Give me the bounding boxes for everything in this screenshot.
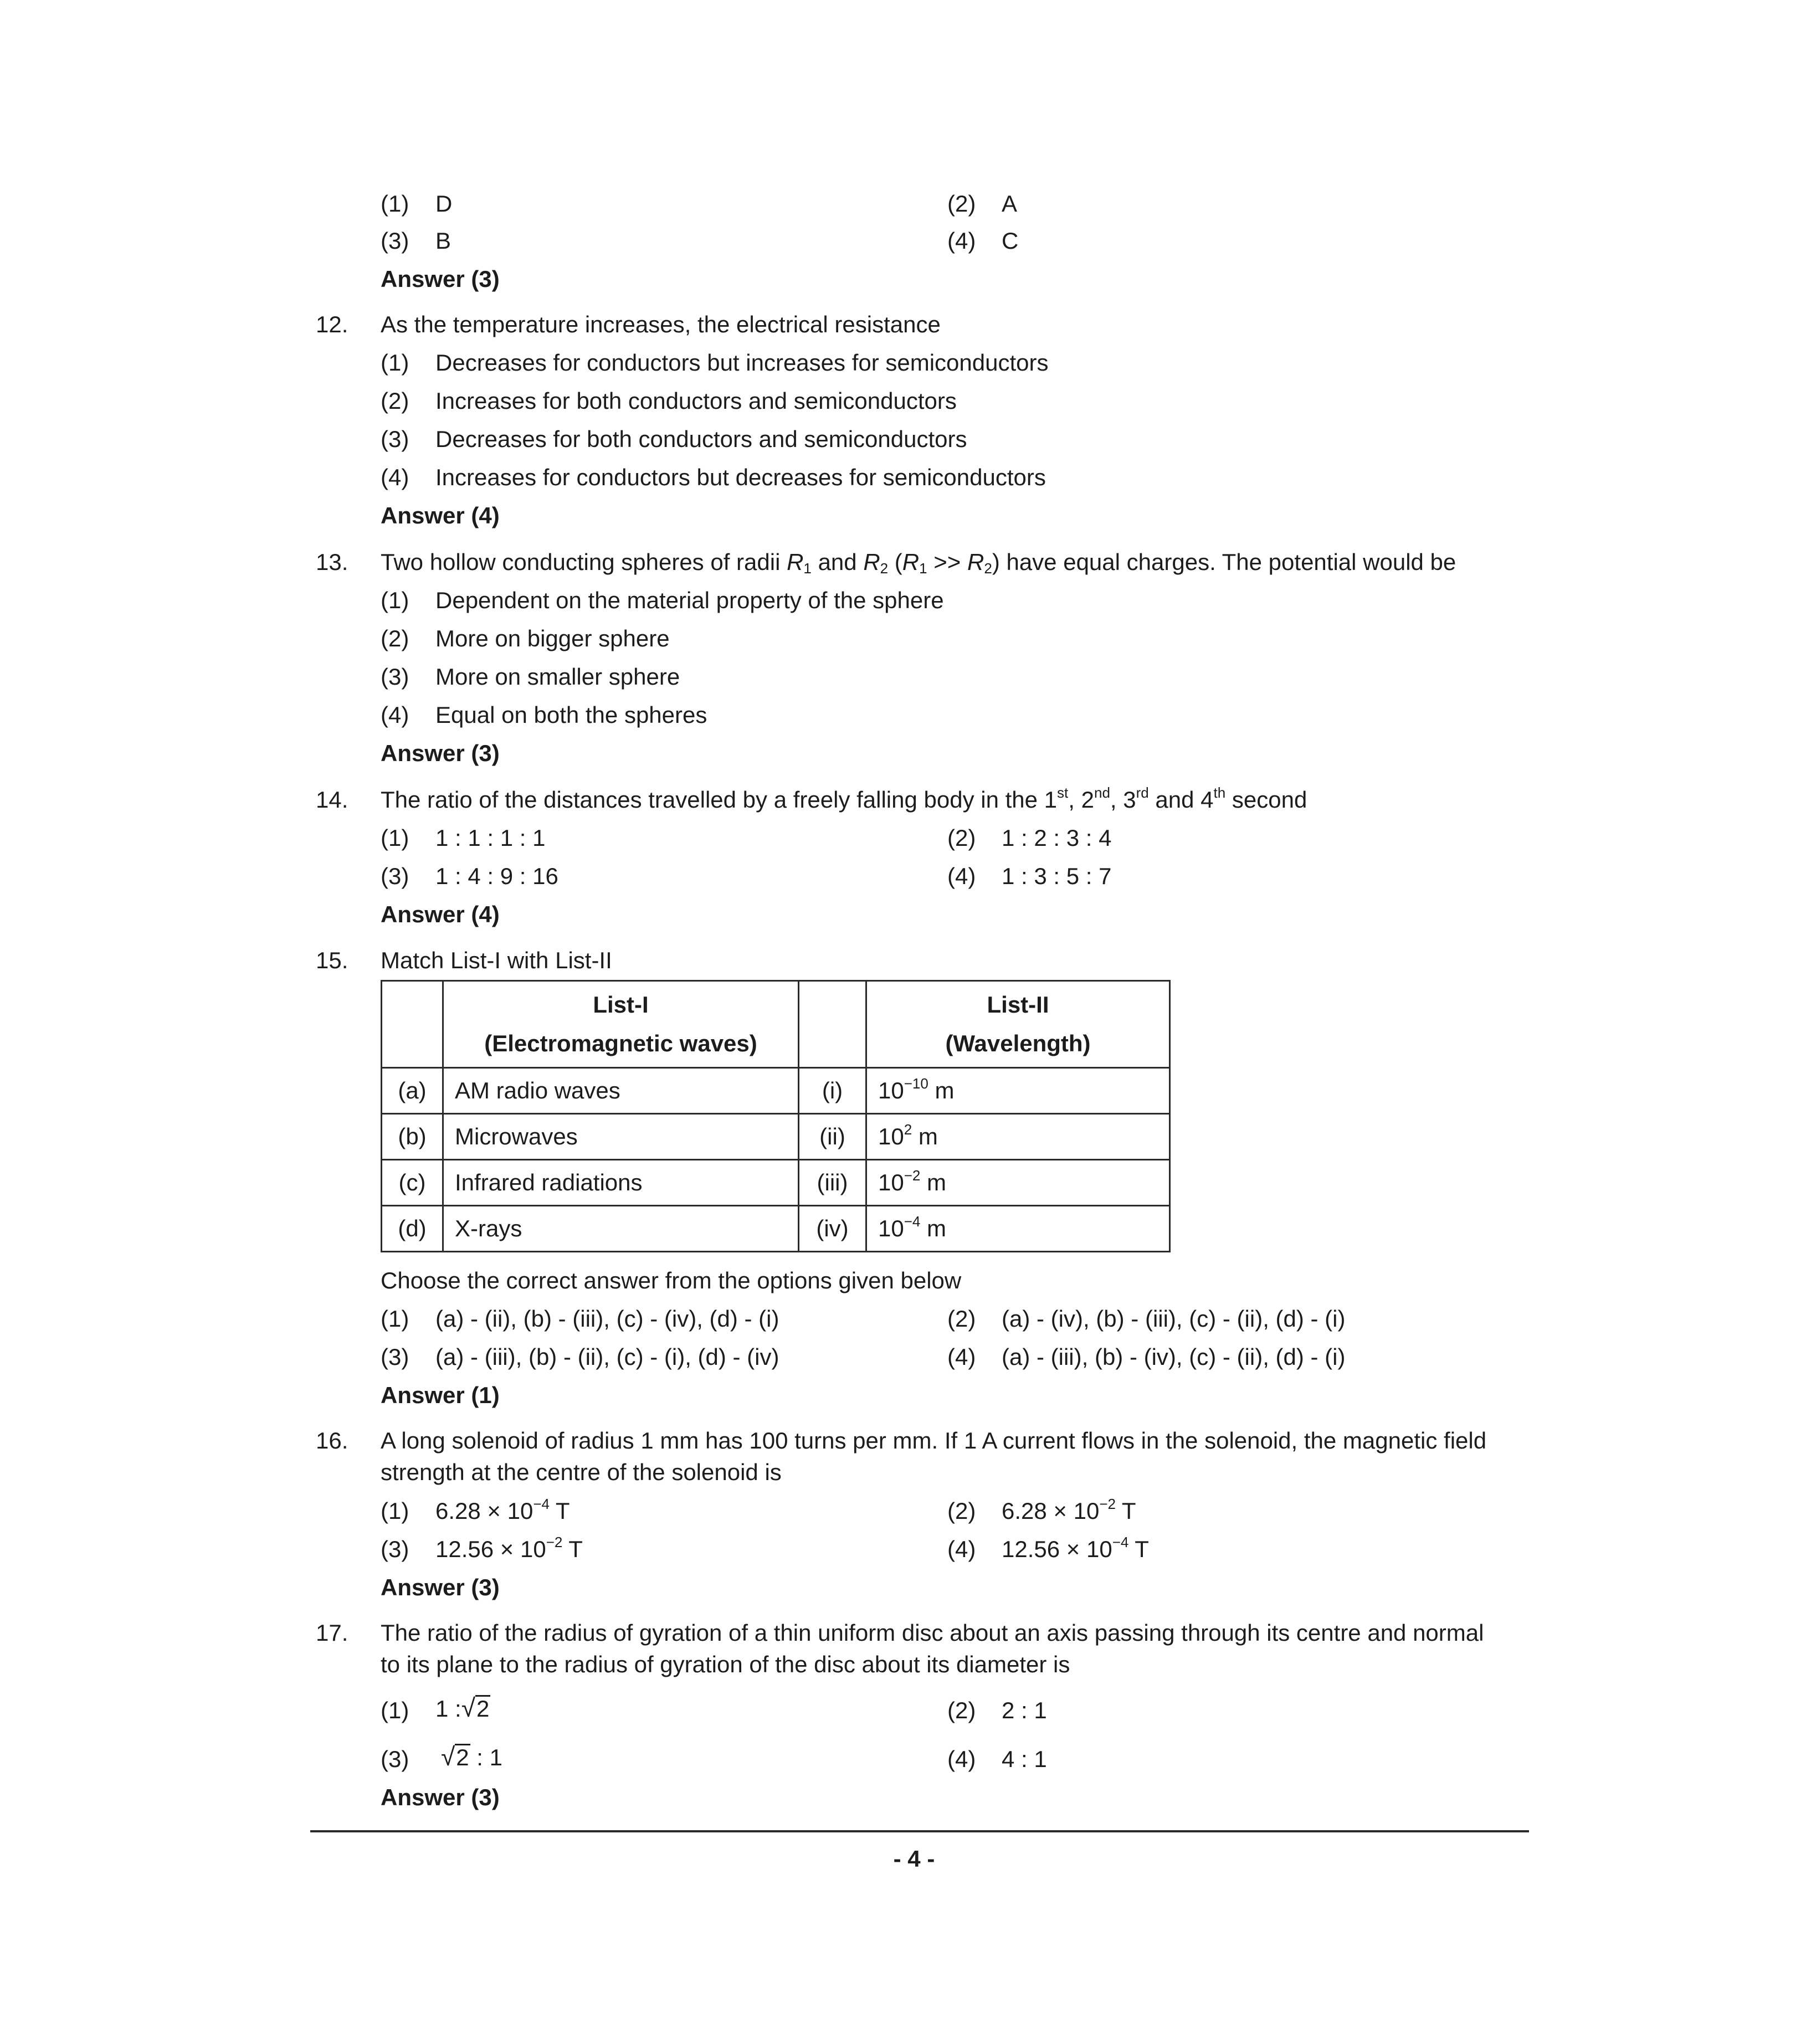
wave-name: Microwaves — [443, 1114, 799, 1160]
row-label: (iv) — [799, 1206, 866, 1252]
option-label: (1) — [381, 825, 409, 851]
option-text: Equal on both the spheres — [435, 702, 707, 728]
option-text: (a) - (iii), (b) - (iv), (c) - (ii), (d) - (i) — [1002, 1344, 1346, 1370]
option-label: (3) — [381, 664, 409, 690]
answer: Answer (3) — [381, 266, 500, 292]
table-header-row — [382, 981, 1170, 1068]
option-label: (1) — [381, 1697, 409, 1723]
question-stem: As the temperature increases, the electrical resistance — [381, 311, 941, 337]
row-label: (d) — [382, 1206, 443, 1252]
option-label: (3) — [381, 863, 409, 889]
option-text: 1 : 4 : 9 : 16 — [435, 863, 558, 889]
option-label: (4) — [381, 464, 409, 490]
option-text: $6.28 \times 10^{-4}$ T — [435, 1496, 570, 1524]
option-text: C — [1002, 228, 1019, 254]
option-text: $12.56 \times 10^{-2}$ T — [435, 1534, 583, 1562]
option-text: (a) - (iii), (b) - (ii), (c) - (i), (d) - (iv) — [435, 1344, 779, 1370]
option-label: (3) — [381, 1536, 409, 1562]
wave-name: AM radio waves — [443, 1068, 799, 1114]
question-stem: The ratio of the radius of gyration of a thin uniform disc about an axis passing through its centre and normal — [381, 1620, 1484, 1646]
wave-name: Infrared radiations — [443, 1160, 799, 1206]
wavelength: $10^{-10}$ m — [866, 1068, 1170, 1114]
option-label: (2) — [947, 1498, 976, 1524]
question-number: 13. — [316, 549, 348, 575]
question-stem: A long solenoid of radius 1 mm has 100 turns per mm. If 1 A current flows in the solenoid, the magnetic field — [381, 1427, 1487, 1454]
row-label: (b) — [382, 1114, 443, 1160]
question-number: 14. — [316, 787, 348, 813]
answer: Answer (3) — [381, 1574, 500, 1600]
table-row — [382, 1114, 1170, 1160]
answer: Answer (4) — [381, 502, 500, 528]
sqrt-sign: √ — [461, 1693, 475, 1722]
option-label: (3) — [381, 1746, 409, 1772]
option-label: (2) — [947, 1306, 976, 1332]
page-number: - 4 - — [893, 1846, 935, 1872]
option-label: (3) — [381, 228, 409, 254]
row-label: (ii) — [799, 1114, 866, 1160]
answer: Answer (4) — [381, 901, 500, 927]
wavelength: $10^{-4}$ m — [866, 1206, 1170, 1252]
row-label: (i) — [799, 1068, 866, 1114]
wavelength: $10^{-2}$ m — [866, 1160, 1170, 1206]
option-text: Increases for conductors but decreases for semiconductors — [435, 464, 1046, 490]
option-text: 1 :√2 — [435, 1693, 490, 1722]
option-label: (4) — [381, 702, 409, 728]
question-stem: Two hollow conducting spheres of radii $R_1$ and $R_2$ $(R_1 >> R_2)$ have equal charges. The potential would be — [381, 549, 1456, 577]
answer: Answer (3) — [381, 1784, 500, 1810]
question-stem: The ratio of the distances travelled by a freely falling body in the 1st, 2nd, 3rd and 4th second — [381, 784, 1307, 813]
option-label: (1) — [381, 350, 409, 376]
option-label: (3) — [381, 426, 409, 452]
question-number: 17. — [316, 1620, 348, 1646]
option-label: (1) — [381, 587, 409, 613]
option-text: $12.56 \times 10^{-4}$ T — [1002, 1534, 1149, 1562]
option-text: 1 : 3 : 5 : 7 — [1002, 863, 1112, 889]
sqrt-sign: √ — [441, 1742, 455, 1771]
table-cell — [382, 981, 443, 1068]
option-label: (4) — [947, 1746, 976, 1772]
option-label: (2) — [947, 825, 976, 851]
option-text: More on bigger sphere — [435, 625, 670, 651]
option-label: (4) — [947, 863, 976, 889]
table-row — [382, 1068, 1170, 1114]
match-table — [381, 980, 1171, 1252]
row-label: (iii) — [799, 1160, 866, 1206]
option-label: (2) — [947, 1697, 976, 1723]
option-label: (4) — [947, 1536, 976, 1562]
option-text: (a) - (ii), (b) - (iii), (c) - (iv), (d) - (i) — [435, 1306, 779, 1332]
option-label: (2) — [381, 388, 409, 414]
option-text: $6.28 \times 10^{-2}$ T — [1002, 1496, 1136, 1524]
row-label: (c) — [382, 1160, 443, 1206]
option-label: (4) — [947, 1344, 976, 1370]
instruction-text: Choose the correct answer from the options given below — [381, 1267, 962, 1293]
question-number: 12. — [316, 311, 348, 337]
option-label: (3) — [381, 1344, 409, 1370]
footer-divider — [310, 1830, 1529, 1832]
option-label: (4) — [947, 228, 976, 254]
option-text: √2 : 1 — [441, 1742, 502, 1771]
option-text: (a) - (iv), (b) - (iii), (c) - (ii), (d) - (i) — [1002, 1306, 1346, 1332]
table-row — [382, 1206, 1170, 1252]
option-text: Increases for both conductors and semiconductors — [435, 388, 957, 414]
question-stem: strength at the centre of the solenoid is — [381, 1459, 782, 1485]
option-text: Decreases for both conductors and semiconductors — [435, 426, 967, 452]
option-text: D — [435, 191, 453, 217]
option-text: A — [1002, 191, 1018, 217]
option-text: 4 : 1 — [1002, 1746, 1047, 1772]
table-cell — [799, 981, 866, 1068]
option-text: More on smaller sphere — [435, 664, 680, 690]
wave-name: X-rays — [443, 1206, 799, 1252]
option-text: 2 : 1 — [1002, 1697, 1047, 1723]
option-label: (1) — [381, 191, 409, 217]
row-label: (a) — [382, 1068, 443, 1114]
option-label: (2) — [381, 625, 409, 651]
answer: Answer (1) — [381, 1382, 500, 1408]
option-label: (1) — [381, 1498, 409, 1524]
option-text: 1 : 1 : 1 : 1 — [435, 825, 546, 851]
question-number: 15. — [316, 947, 348, 973]
option-label: (1) — [381, 1306, 409, 1332]
wavelength: $10^2$ m — [866, 1114, 1170, 1160]
list1-header: List-I (Electromagnetic waves) — [443, 981, 799, 1068]
option-text: Decreases for conductors but increases for semiconductors — [435, 350, 1049, 376]
question-stem: Match List-I with List-II — [381, 947, 612, 973]
question-number: 16. — [316, 1427, 348, 1454]
option-label: (2) — [947, 191, 976, 217]
list2-header: List-II (Wavelength) — [866, 981, 1170, 1068]
answer: Answer (3) — [381, 740, 500, 766]
option-text: 1 : 2 : 3 : 4 — [1002, 825, 1112, 851]
table-row — [382, 1160, 1170, 1206]
question-stem: to its plane to the radius of gyration of the disc about its diameter is — [381, 1651, 1070, 1677]
option-text: Dependent on the material property of the sphere — [435, 587, 944, 613]
option-text: B — [435, 228, 452, 254]
